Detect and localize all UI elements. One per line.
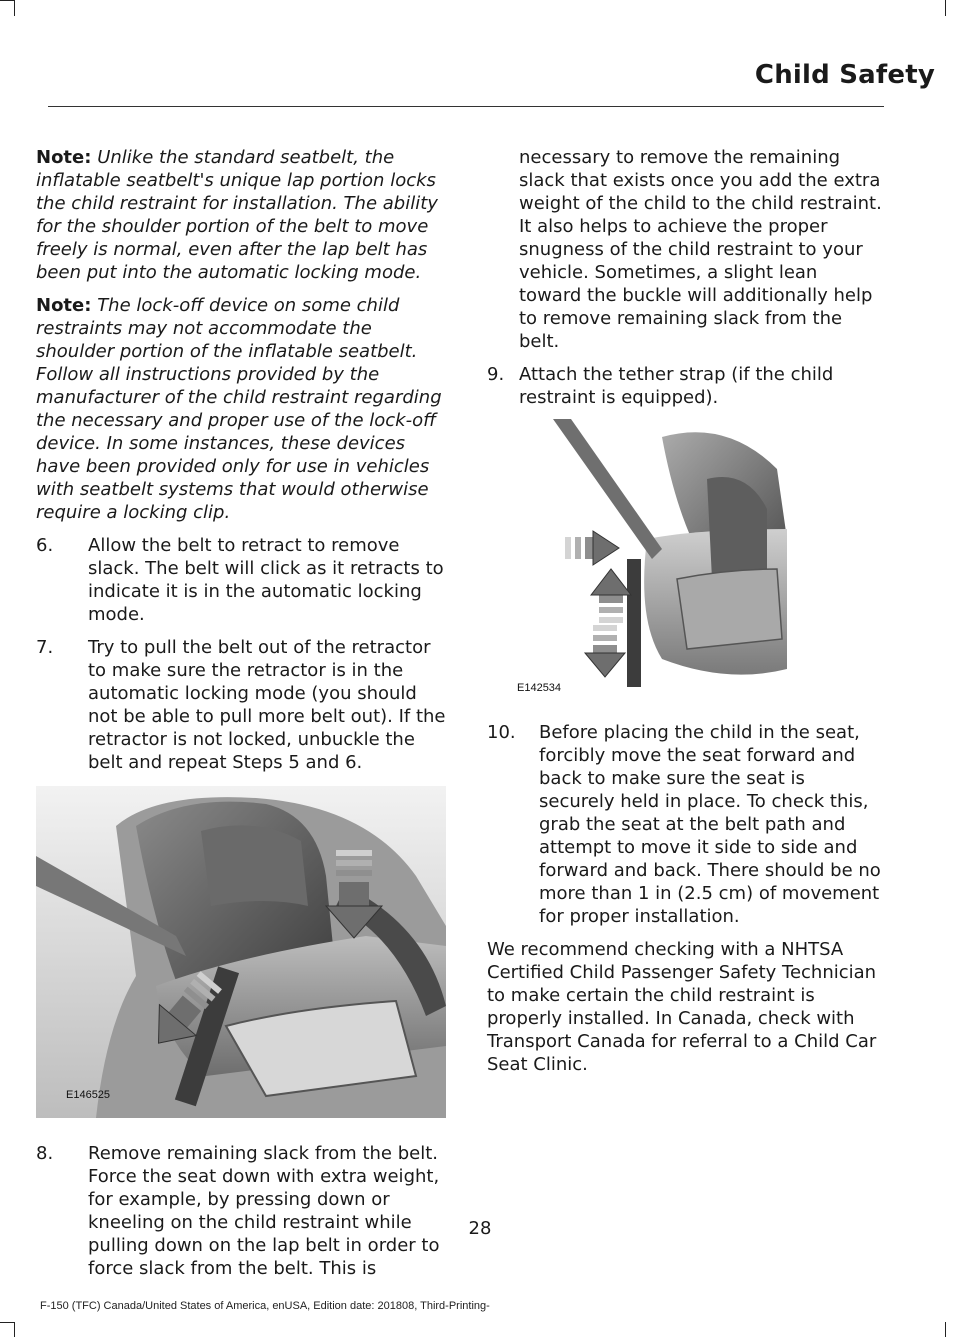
figure-label: E146525 bbox=[66, 1089, 111, 1101]
step-number: 8. bbox=[36, 1143, 54, 1164]
note-label: Note: bbox=[36, 147, 92, 168]
note-paragraph bbox=[36, 294, 446, 524]
crop-mark bbox=[14, 0, 15, 16]
step-text: Before placing the child in the seat, forcibly move the seat forward and back to make sure the seat is securely held in place. To check this, grab the seat at the belt path and attempt to move it side to side and forward and back. There should be no more than 1 in (2.5 cm) of movement for proper installation. bbox=[539, 722, 881, 927]
step-9 bbox=[487, 363, 882, 409]
crop-mark bbox=[945, 0, 946, 16]
step-number: 10. bbox=[487, 722, 516, 743]
figure-seat-slack bbox=[36, 786, 446, 1118]
header-rule bbox=[48, 106, 884, 107]
step-number: 6. bbox=[36, 535, 54, 556]
crop-mark bbox=[0, 0, 14, 1]
step-10 bbox=[487, 721, 882, 928]
right-column bbox=[487, 146, 882, 1086]
crop-mark bbox=[945, 1322, 946, 1337]
page-title: Child Safety bbox=[754, 60, 935, 90]
step-number: 9. bbox=[487, 364, 505, 385]
footer-text: F-150 (TFC) Canada/United States of America, enUSA, Edition date: 201808, Third-Printing- bbox=[40, 1300, 490, 1312]
step-6 bbox=[36, 534, 446, 626]
step-8 bbox=[36, 1142, 446, 1280]
page-number: 28 bbox=[468, 1218, 492, 1239]
figure-label: E142534 bbox=[517, 682, 562, 694]
continued-text: necessary to remove the remaining slack that exists once you add the extra weight of the child to the child restraint. It also helps to achieve the proper snugness of the child restraint to your vehicle. Sometimes, a slight lean toward the buckle will additionally help to remove remaining slack from the belt. bbox=[519, 147, 882, 352]
note-paragraph bbox=[36, 146, 446, 284]
child-seat-illustration bbox=[36, 786, 446, 1118]
crop-mark bbox=[14, 1322, 15, 1337]
note-text: The lock-off device on some child restraints may not accommodate the shoulder portion of the inflatable seatbelt. Follow all instructions provided by the manufacturer of the child restraint regarding the necessary and proper use of the lock-off device. In some instances, these devices have been provided only for use in vehicles with seatbelt systems that would otherwise require a locking clip. bbox=[36, 295, 442, 523]
step-text: Allow the belt to retract to remove slack. The belt will click as it retracts to indicate it is in the automatic locking mode. bbox=[88, 535, 444, 625]
note-label: Note: bbox=[36, 295, 92, 316]
left-column bbox=[36, 146, 446, 1290]
tether-seat-illustration bbox=[487, 419, 882, 697]
step-number: 7. bbox=[36, 637, 54, 658]
step-text: Try to pull the belt out of the retractor to make sure the retractor is in the automatic locking mode (you should not be able to pull more belt out). If the retractor is not locked, unbuckle the belt and repeat Steps 5 and 6. bbox=[88, 637, 446, 773]
crop-mark bbox=[0, 1322, 14, 1323]
step-text: Remove remaining slack from the belt. Force the seat down with extra weight, for example, by pressing down or kneeling on the child restraint while pulling down on the lap belt in order to force slack from the belt. This is bbox=[88, 1143, 440, 1279]
step-7 bbox=[36, 636, 446, 774]
step-text: Attach the tether strap (if the child restraint is equipped). bbox=[519, 364, 834, 408]
figure-tether-strap bbox=[487, 419, 882, 697]
recommendation-paragraph: We recommend checking with a NHTSA Certified Child Passenger Safety Technician to make certain the child restraint is properly installed. In Canada, check with Transport Canada for referral to a Child Car Seat Clinic. bbox=[487, 939, 877, 1075]
note-text: Unlike the standard seatbelt, the inflatable seatbelt's unique lap portion locks the child restraint for installation. The ability for the shoulder portion of the belt to move freely is normal, even after the lap belt has been put into the automatic locking mode. bbox=[36, 147, 438, 283]
